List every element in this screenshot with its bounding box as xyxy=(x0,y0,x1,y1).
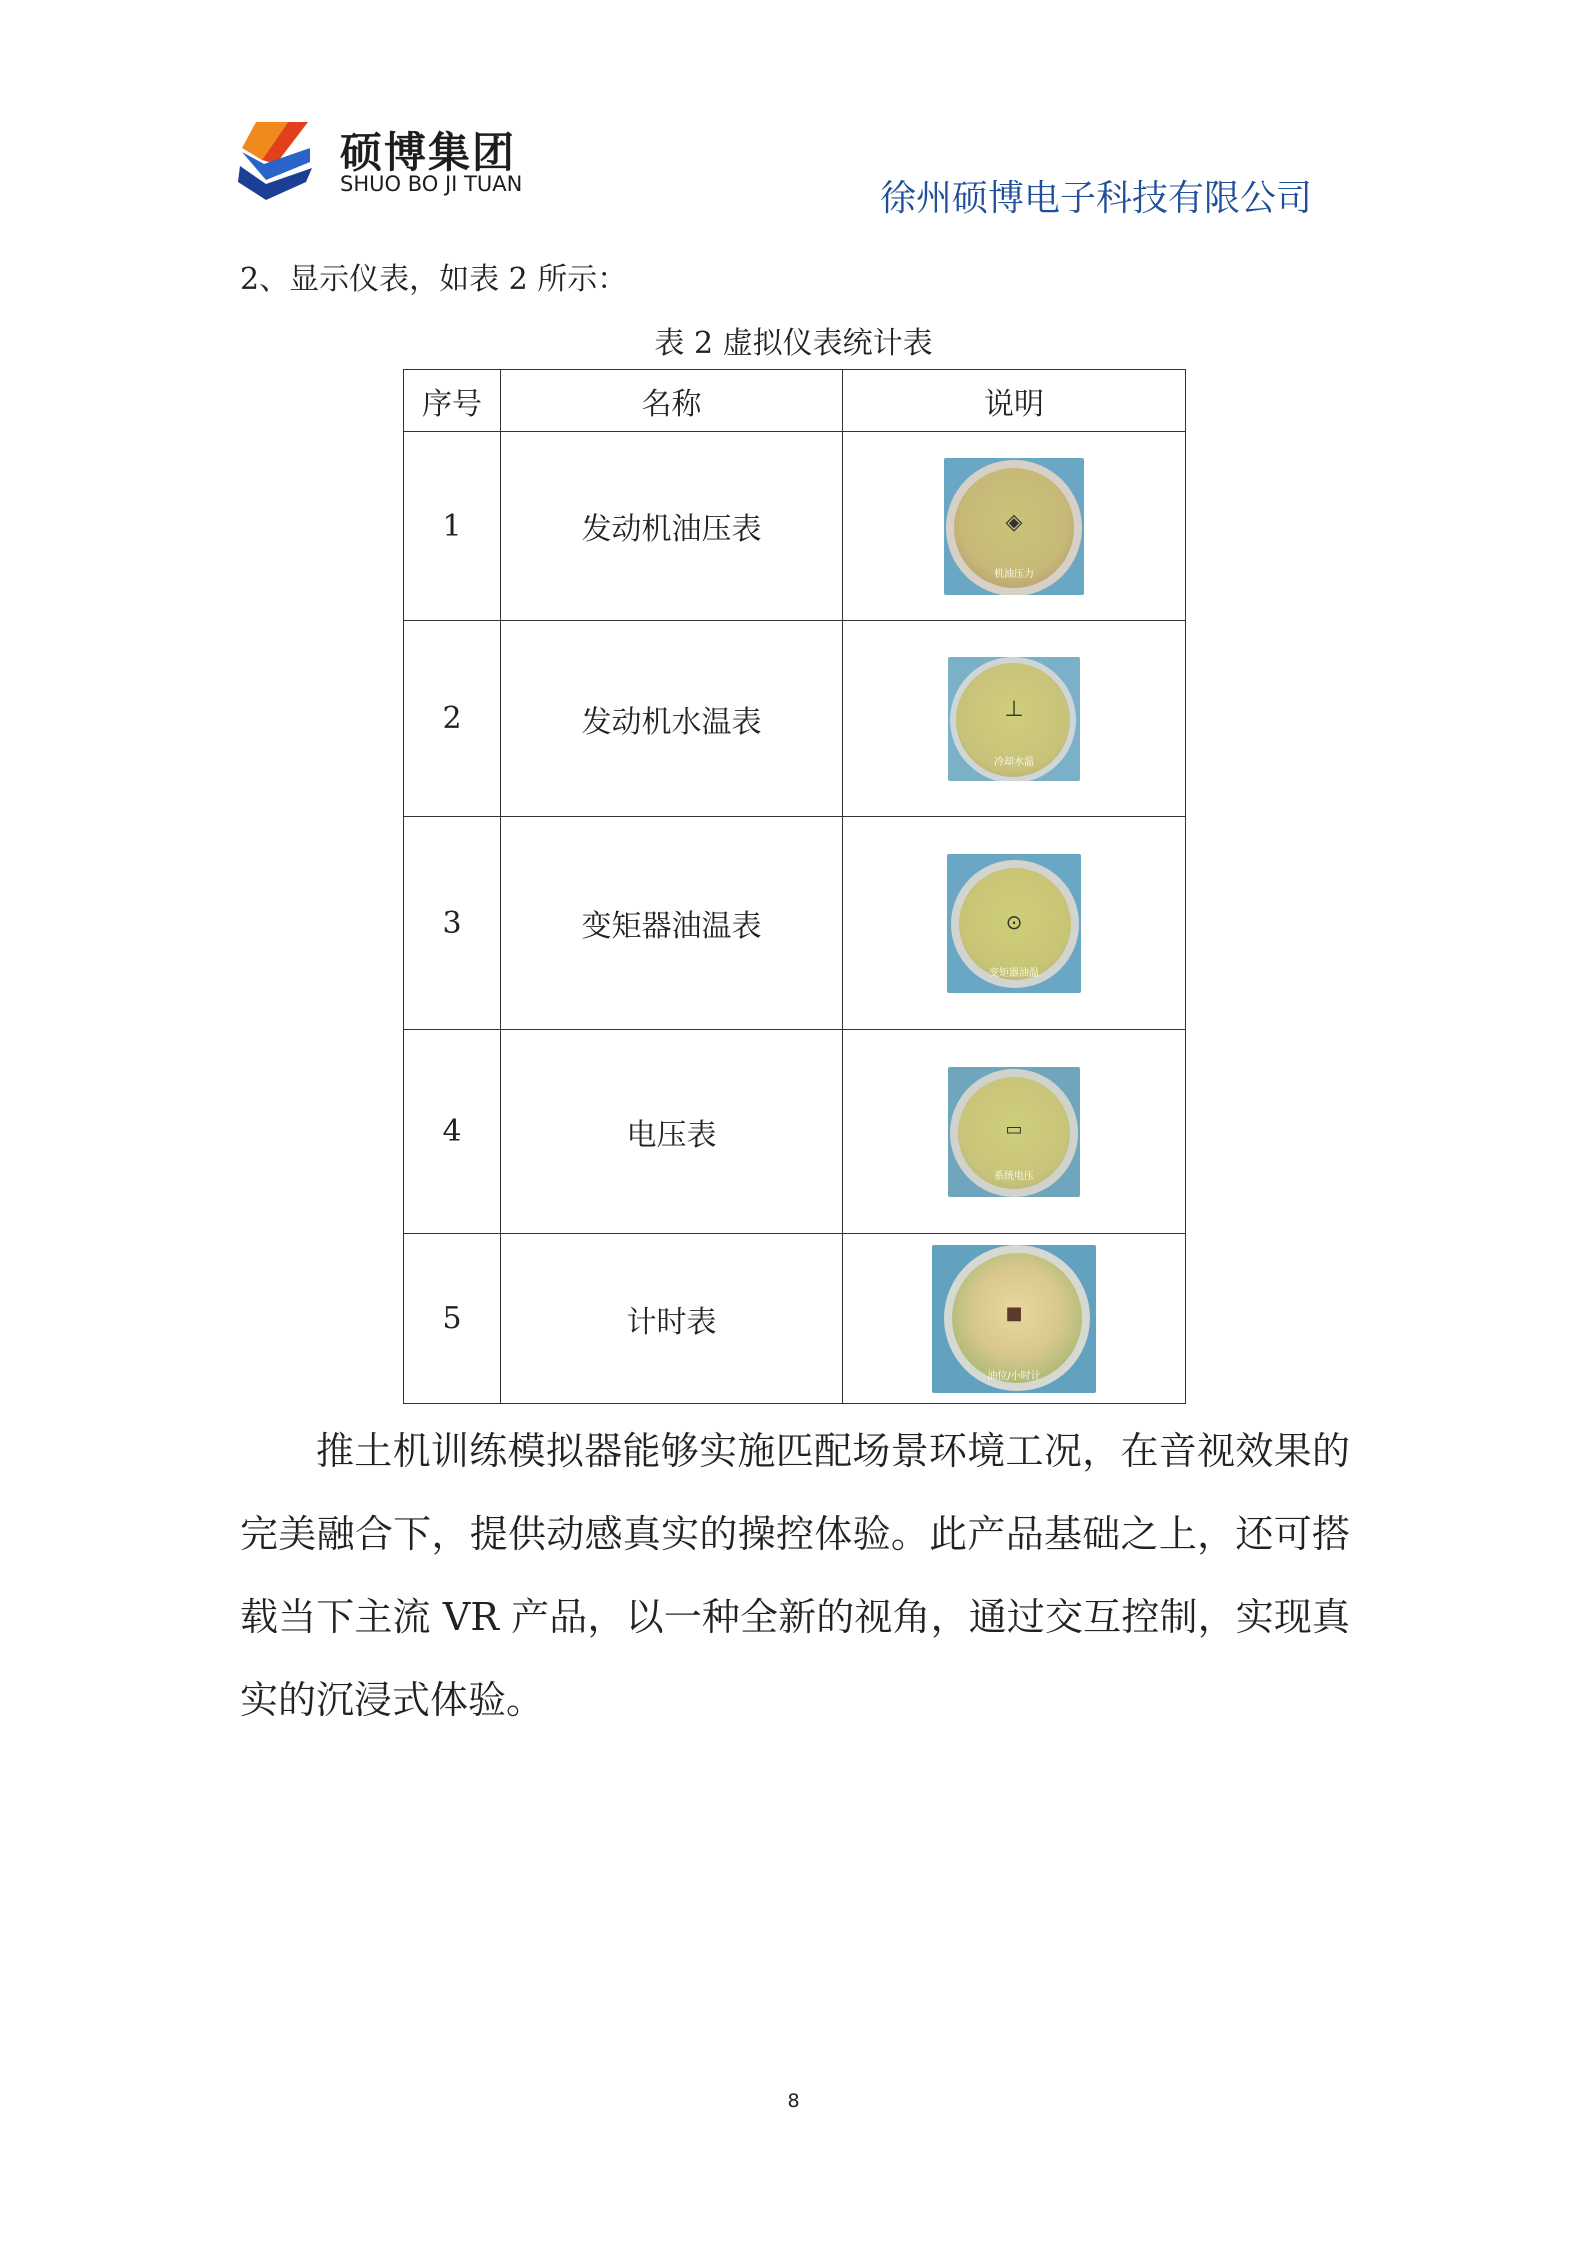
row-description xyxy=(843,1030,1186,1234)
table-row xyxy=(404,1234,1186,1404)
table-header-row xyxy=(404,370,1186,432)
row-number: 3 xyxy=(404,817,501,1030)
row-name: 计时表 xyxy=(501,1234,843,1404)
converter-oil-temperature-icon: ⊙ xyxy=(1005,909,1023,934)
gauge-label: 变矩器油温 xyxy=(989,967,1039,979)
gauge-label: 油位/小时计 xyxy=(987,1370,1041,1382)
row-number: 4 xyxy=(404,1030,501,1234)
row-name: 变矩器油温表 xyxy=(501,817,843,1030)
hour-meter-gauge-image xyxy=(932,1245,1096,1393)
row-description xyxy=(843,1234,1186,1404)
page-number: 8 xyxy=(787,2090,800,2112)
table-caption: 表 2 虚拟仪表统计表 xyxy=(654,326,933,361)
row-description xyxy=(843,621,1186,817)
body-paragraph: 推土机训练模拟器能够实施匹配场景环境工况，在音视效果的完美融合下，提供动感真实的操控体验。此产品基础之上，还可搭载当下主流 VR 产品，以一种全新的视角，通过交互控制，实现真实的沉浸式体验。 xyxy=(240,1429,1350,1722)
table-row xyxy=(404,817,1186,1030)
company-name: 徐州硕博电子科技有限公司 xyxy=(880,178,1313,219)
gauge-table xyxy=(403,369,1186,1404)
row-name: 发动机油压表 xyxy=(501,432,843,621)
row-description xyxy=(843,817,1186,1030)
battery-icon: ▭ xyxy=(1005,1118,1023,1140)
converter-oil-temperature-gauge-image xyxy=(947,854,1081,993)
coolant-temperature-icon: ⊥ xyxy=(1004,696,1024,722)
hour-meter-icon: ■ xyxy=(1005,1302,1023,1324)
table-row xyxy=(404,432,1186,621)
section-intro: 2、显示仪表，如表 2 所示： xyxy=(240,262,628,297)
row-name: 电压表 xyxy=(501,1030,843,1234)
logo-chinese-name: 硕博集团 xyxy=(340,128,517,177)
header-number: 序号 xyxy=(404,370,501,432)
table-row xyxy=(404,621,1186,817)
row-description xyxy=(843,432,1186,621)
voltage-gauge-image xyxy=(948,1067,1080,1197)
header-description: 说明 xyxy=(843,370,1186,432)
gauge-label: 机油压力 xyxy=(994,568,1034,580)
table-row xyxy=(404,1030,1186,1234)
oil-pressure-gauge-image xyxy=(944,458,1084,595)
company-logo-icon xyxy=(236,118,314,202)
coolant-temperature-gauge-image xyxy=(948,657,1080,781)
row-number: 5 xyxy=(404,1234,501,1404)
logo-english-name: SHUO BO JI TUAN xyxy=(340,172,523,196)
header-name: 名称 xyxy=(501,370,843,432)
gauge-label: 系统电压 xyxy=(994,1170,1034,1182)
row-name: 发动机水温表 xyxy=(501,621,843,817)
oil-pressure-icon: ◈ xyxy=(1005,509,1023,535)
gauge-label: 冷却水温 xyxy=(994,756,1034,768)
row-number: 2 xyxy=(404,621,501,817)
row-number: 1 xyxy=(404,432,501,621)
